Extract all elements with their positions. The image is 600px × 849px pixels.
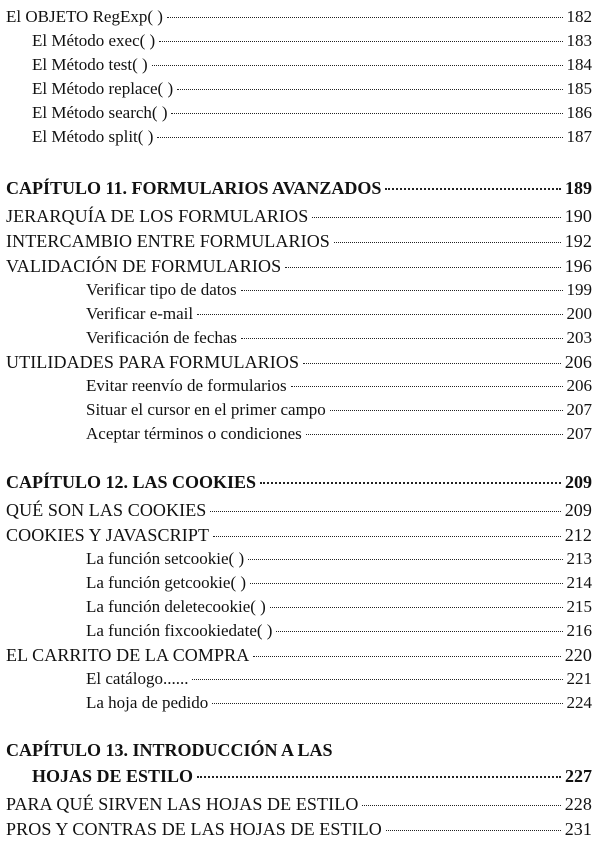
toc-page-number: 227 bbox=[565, 766, 592, 786]
toc-page-number: 207 bbox=[566, 400, 592, 419]
toc-entry-intercambio[interactable] bbox=[6, 232, 592, 250]
dot-leader bbox=[362, 805, 560, 806]
toc-entry-label: Evitar reenvío de formularios bbox=[86, 376, 287, 395]
toc-entry-evitar-reenvio[interactable] bbox=[86, 377, 592, 394]
dot-leader bbox=[306, 434, 563, 435]
toc-page-number: 189 bbox=[565, 178, 592, 198]
dot-leader bbox=[212, 703, 562, 704]
toc-entry-label: El catálogo...... bbox=[86, 669, 189, 688]
dot-leader bbox=[270, 607, 563, 608]
toc-entry-label: El Método exec( ) bbox=[32, 31, 156, 50]
toc-entry-label: PROS Y CONTRAS DE LAS HOJAS DE ESTILO bbox=[6, 819, 382, 839]
toc-entry-label: UTILIDADES PARA FORMULARIOS bbox=[6, 352, 300, 372]
toc-page-number: 224 bbox=[566, 693, 592, 712]
toc-chapter-12[interactable] bbox=[6, 473, 592, 491]
toc-entry-label: VALIDACIÓN DE FORMULARIOS bbox=[6, 256, 282, 276]
toc-page-number: 206 bbox=[566, 376, 592, 395]
toc-entry-method-search[interactable] bbox=[32, 104, 592, 121]
toc-page-number: 200 bbox=[566, 304, 592, 323]
toc-entry-label: Situar el cursor en el primer campo bbox=[86, 400, 326, 419]
toc-entry-cookies-javascript[interactable] bbox=[6, 526, 592, 544]
toc-page-number: 186 bbox=[566, 103, 592, 122]
toc-entry-regexp-object[interactable] bbox=[6, 8, 592, 25]
toc-page-number: 203 bbox=[566, 328, 592, 347]
toc-entry-label: Aceptar términos o condiciones bbox=[86, 424, 302, 443]
toc-entry-verificacion-fechas[interactable] bbox=[86, 329, 592, 346]
toc-page-number: 187 bbox=[566, 127, 592, 146]
toc-entry-label: La hoja de pedido bbox=[86, 693, 209, 712]
dot-leader bbox=[334, 242, 561, 243]
toc-entry-pros-contras[interactable] bbox=[6, 820, 592, 838]
dot-leader bbox=[241, 338, 562, 339]
toc-entry-que-son-cookies[interactable] bbox=[6, 501, 592, 519]
toc-entry-label: Verificar tipo de datos bbox=[86, 280, 237, 299]
toc-entry-label: QUÉ SON LAS COOKIES bbox=[6, 500, 207, 520]
dot-leader bbox=[386, 830, 561, 831]
dot-leader bbox=[197, 314, 562, 315]
toc-entry-label: JERARQUÍA DE LOS FORMULARIOS bbox=[6, 206, 309, 226]
dot-leader bbox=[253, 656, 560, 657]
toc-entry-method-test[interactable] bbox=[32, 56, 592, 73]
toc-page-number: 213 bbox=[566, 549, 592, 568]
toc-page-number: 192 bbox=[564, 231, 592, 251]
toc-entry-label: El Método replace( ) bbox=[32, 79, 174, 98]
dot-leader bbox=[241, 290, 563, 291]
dot-leader bbox=[312, 217, 560, 218]
dot-leader bbox=[213, 536, 561, 537]
dot-leader bbox=[192, 679, 562, 680]
dot-leader bbox=[385, 188, 561, 190]
toc-page-number: 216 bbox=[566, 621, 592, 640]
chapter-title: CAPÍTULO 12. LAS COOKIES bbox=[6, 472, 257, 492]
toc-entry-method-split[interactable] bbox=[32, 128, 592, 145]
toc-page-number: 209 bbox=[564, 500, 592, 520]
toc-chapter-11[interactable] bbox=[6, 179, 592, 197]
toc-entry-carrito-compra[interactable] bbox=[6, 646, 592, 664]
toc-page-number: 184 bbox=[566, 55, 592, 74]
toc-entry-verificar-email[interactable] bbox=[86, 305, 592, 322]
toc-entry-label: El Método test( ) bbox=[32, 55, 148, 74]
chapter-title: CAPÍTULO 11. FORMULARIOS AVANZADOS bbox=[6, 178, 382, 198]
toc-page-number: 228 bbox=[564, 794, 592, 814]
toc-entry-para-que-sirven[interactable] bbox=[6, 795, 592, 813]
dot-leader bbox=[210, 511, 560, 512]
dot-leader bbox=[285, 267, 561, 268]
toc-entry-label: COOKIES Y JAVASCRIPT bbox=[6, 525, 210, 545]
dot-leader bbox=[177, 89, 562, 90]
toc-entry-deletecookie[interactable] bbox=[86, 598, 592, 615]
dot-leader bbox=[303, 363, 561, 364]
dot-leader bbox=[291, 386, 563, 387]
toc-entry-label: La función deletecookie( ) bbox=[86, 597, 266, 616]
dot-leader bbox=[152, 65, 563, 66]
toc-page-number: 214 bbox=[566, 573, 592, 592]
dot-leader bbox=[260, 482, 561, 484]
toc-entry-label: INTERCAMBIO ENTRE FORMULARIOS bbox=[6, 231, 330, 251]
dot-leader bbox=[276, 631, 562, 632]
dot-leader bbox=[167, 17, 563, 18]
toc-entry-label: EL CARRITO DE LA COMPRA bbox=[6, 645, 250, 665]
toc-chapter-13[interactable] bbox=[32, 767, 592, 785]
toc-entry-fixcookiedate[interactable] bbox=[86, 622, 592, 639]
toc-entry-hoja-pedido[interactable] bbox=[86, 694, 592, 711]
toc-page-number: 185 bbox=[566, 79, 592, 98]
toc-page-number: 221 bbox=[566, 669, 592, 688]
toc-entry-label: El OBJETO RegExp( ) bbox=[6, 7, 163, 26]
dot-leader bbox=[197, 776, 561, 778]
toc-page-number: 215 bbox=[566, 597, 592, 616]
toc-page-number: 190 bbox=[564, 206, 592, 226]
dot-leader bbox=[159, 41, 562, 42]
toc-entry-label: PARA QUÉ SIRVEN LAS HOJAS DE ESTILO bbox=[6, 794, 359, 814]
toc-entry-label: La función fixcookiedate( ) bbox=[86, 621, 273, 640]
toc-page-number: 207 bbox=[566, 424, 592, 443]
toc-page-number: 209 bbox=[565, 472, 592, 492]
toc-page-number: 231 bbox=[564, 819, 592, 839]
toc-entry-setcookie[interactable] bbox=[86, 550, 592, 567]
toc-entry-situar-cursor[interactable] bbox=[86, 401, 592, 418]
toc-entry-label: La función setcookie( ) bbox=[86, 549, 245, 568]
chapter-13-title-line1: CAPÍTULO 13. INTRODUCCIÓN A LAS bbox=[6, 740, 333, 760]
toc-page-number: 196 bbox=[564, 256, 592, 276]
toc-entry-utilidades[interactable] bbox=[6, 353, 592, 371]
toc-page-number: 206 bbox=[564, 352, 592, 372]
toc-entry-aceptar-terminos[interactable] bbox=[86, 425, 592, 442]
toc-entry-getcookie[interactable] bbox=[86, 574, 592, 591]
toc-entry-label: El Método split( ) bbox=[32, 127, 154, 146]
toc-entry-label: Verificar e-mail bbox=[86, 304, 194, 323]
toc-entry-catalogo[interactable] bbox=[86, 670, 592, 687]
dot-leader bbox=[330, 410, 563, 411]
dot-leader bbox=[248, 559, 562, 560]
toc-entry-jerarquia[interactable] bbox=[6, 207, 592, 225]
dot-leader bbox=[171, 113, 562, 114]
toc-entry-method-exec[interactable] bbox=[32, 32, 592, 49]
dot-leader bbox=[250, 583, 562, 584]
toc-entry-label: Verificación de fechas bbox=[86, 328, 238, 347]
toc-page-number: 199 bbox=[566, 280, 592, 299]
toc-entry-verificar-tipo[interactable] bbox=[86, 281, 592, 298]
toc-entry-label: El Método search( ) bbox=[32, 103, 168, 122]
dot-leader bbox=[157, 137, 562, 138]
toc-page-number: 182 bbox=[566, 7, 592, 26]
toc-entry-method-replace[interactable] bbox=[32, 80, 592, 97]
toc-page-number: 183 bbox=[566, 31, 592, 50]
chapter-title: HOJAS DE ESTILO bbox=[32, 766, 194, 786]
toc-page-number: 212 bbox=[564, 525, 592, 545]
toc-entry-validacion[interactable] bbox=[6, 257, 592, 275]
toc-entry-label: La función getcookie( ) bbox=[86, 573, 247, 592]
toc-page-number: 220 bbox=[564, 645, 592, 665]
